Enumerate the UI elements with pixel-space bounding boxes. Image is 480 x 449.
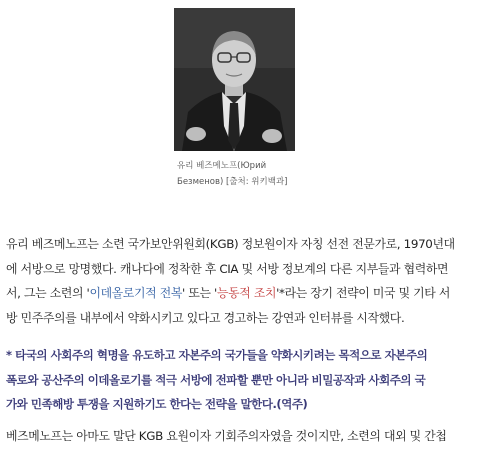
- paragraph-1-line-2: 에 서방으로 망명했다. 캐나다에 정착한 후 CIA 및 서방 정보계의 다른 지부들과 협력하면: [6, 261, 449, 276]
- paragraph-1-line-3-mid: ' 또는 ': [182, 286, 217, 300]
- paragraph-1-line-3-end: '*라는 장기 전략이 미국 및 기타 서: [276, 286, 450, 300]
- caption-line-1: 유리 베즈메노프(Юрий: [177, 161, 267, 171]
- note-line-1: * 타국의 사회주의 혁명을 유도하고 자본주의 국가들을 약화시키려는 목적으로 자본주의: [6, 348, 428, 362]
- paragraph-2-line-1: 베즈메노프는 아마도 말단 KGB 요원이자 기회주의자였을 것이지만, 소련의 대외 및 간첩: [6, 429, 447, 443]
- portrait-photo: [174, 8, 295, 151]
- body-paragraph-2: [6, 424, 476, 449]
- note-line-3: 가와 민족해방 투쟁을 지원하기도 한다는 전략을 말한다.(역주): [6, 397, 308, 411]
- paragraph-1-line-3-start: 서, 그는 소련의 ': [6, 286, 90, 300]
- term-active-measures: 능동적 조치: [216, 286, 277, 300]
- paragraph-1-line-4: 방 민주주의를 내부에서 약화시키고 있다고 경고하는 강연과 인터뷰를 시작했다.: [6, 310, 405, 325]
- body-paragraph-1: [6, 232, 476, 330]
- caption-line-2: Безменов) [출처: 위키백과]: [177, 177, 288, 187]
- paragraph-1-line-1: 유리 베즈메노프는 소련 국가보안위원회(KGB) 정보원이자 자칭 선전 전문가로, 1970년대: [6, 237, 455, 251]
- paragraph-1-line-3: [6, 281, 476, 306]
- term-ideological-subversion: 이데올로기적 전복: [89, 286, 182, 300]
- translator-note: [6, 343, 476, 417]
- portrait-illustration: [174, 8, 295, 151]
- photo-caption: [177, 158, 317, 190]
- note-line-2: 폭로와 공산주의 이데올로기를 적극 서방에 전파할 뿐만 아니라 비밀공작과 사회주의 국: [6, 372, 426, 387]
